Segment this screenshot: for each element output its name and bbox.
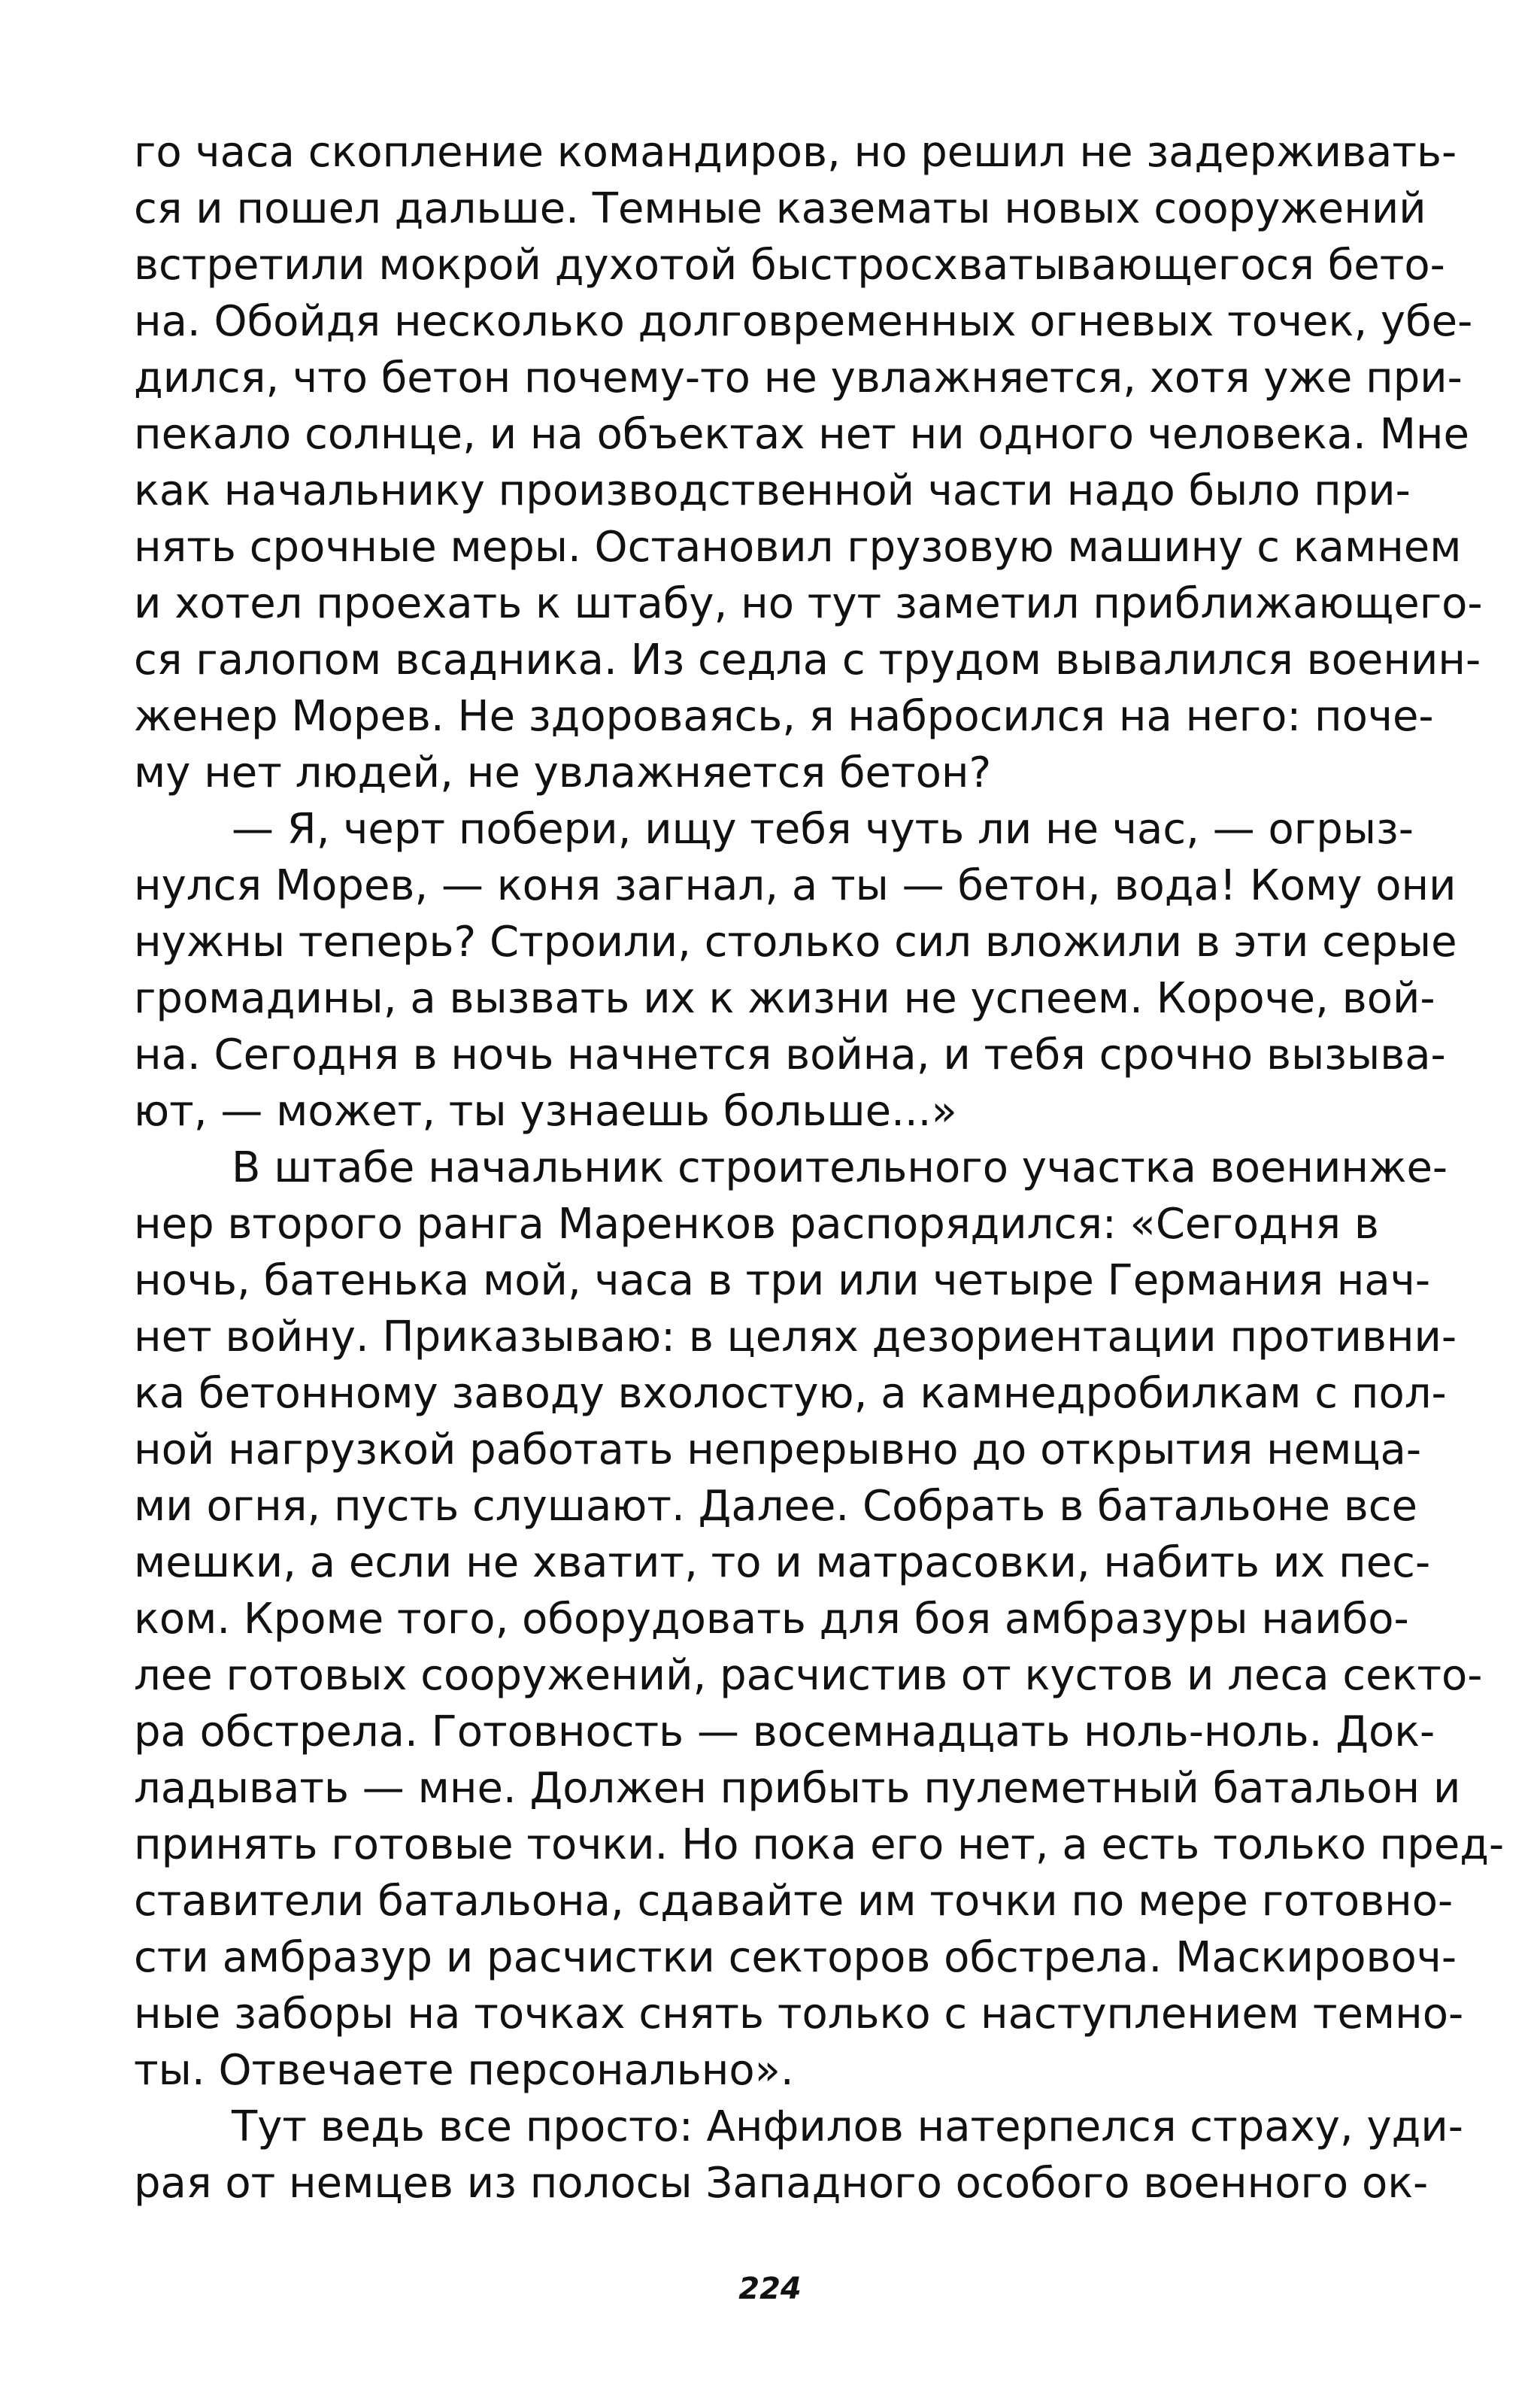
text-line: ты. Отвечаете персонально». — [134, 2046, 794, 2095]
text-line: ми огня, пусть слушают. Далее. Собрать в батальоне все — [134, 1482, 1417, 1531]
text-line: и хотел проехать к штабу, но тут заметил приближающего- — [134, 579, 1483, 628]
text-line: принять готовые точки. Но пока его нет, а есть только пред- — [134, 1820, 1505, 1869]
text-line: дился, что бетон почему-то не увлажняется, хотя уже при- — [134, 354, 1463, 402]
text-line: ной нагрузкой работать непрерывно до открытия немца- — [134, 1425, 1422, 1474]
text-line: му нет людей, не увлажняется бетон? — [134, 748, 992, 797]
text-line: нужны теперь? Строили, столько сил вложили в эти серые — [134, 918, 1457, 967]
text-line: как начальнику производственной части надо было при- — [134, 466, 1411, 515]
text-line: нулся Морев, — коня загнал, а ты — бетон, вода! Кому они — [134, 861, 1457, 910]
text-line: нять срочные меры. Остановил грузовую машину с камнем — [134, 523, 1462, 572]
text-line: сти амбразур и расчистки секторов обстрела. Маскировоч- — [134, 1933, 1457, 1982]
page-body — [134, 124, 1505, 2211]
text-line: мешки, а если не хватит, то и матрасовки, набить их пес- — [134, 1538, 1431, 1587]
text-line: — Я, черт побери, ищу тебя чуть ли не час, — огрыз- — [232, 805, 1414, 854]
text-line: ся и пошел дальше. Темные казематы новых сооружений — [134, 184, 1426, 233]
text-line: на. Сегодня в ночь начнется война, и тебя срочно вызыва- — [134, 1031, 1446, 1079]
text-line: ладывать — мне. Должен прибыть пулеметный батальон и — [134, 1764, 1461, 1813]
text-line: встретили мокрой духотой быстросхватывающегося бето- — [134, 241, 1445, 290]
text-line: ся галопом всадника. Из седла с трудом вывалился военин- — [134, 636, 1481, 684]
text-line: громадины, а вызвать их к жизни не успеем. Короче, вой- — [134, 974, 1435, 1023]
text-line: женер Морев. Не здороваясь, я набросился на него: поче- — [134, 692, 1434, 741]
text-line: В штабе начальник строительного участка военинже- — [232, 1143, 1448, 1192]
text-line: ные заборы на точках снять только с наступлением темно- — [134, 1990, 1464, 2038]
text-line: ка бетонному заводу вхолостую, а камнедробилкам с пол- — [134, 1369, 1447, 1418]
text-line: ра обстрела. Готовность — восемнадцать ноль-ноль. Док- — [134, 1707, 1435, 1756]
text-line: пекало солнце, и на объектах нет ни одного человека. Мне — [134, 410, 1469, 459]
text-line: го часа скопление командиров, но решил не задерживать- — [134, 128, 1457, 177]
text-line: ком. Кроме того, оборудовать для боя амбразуры наибо- — [134, 1595, 1409, 1644]
text-line: ставители батальона, сдавайте им точки по мере готовно- — [134, 1877, 1454, 1926]
text-line: лее готовых сооружений, расчистив от кустов и леса секто- — [134, 1651, 1483, 1700]
text-line: на. Обойдя несколько долговременных огневых точек, убе- — [134, 297, 1473, 346]
text-line: ночь, батенька мой, часа в три или четыре Германия нач- — [134, 1256, 1431, 1305]
text-line: ют, — может, ты узнаешь больше...» — [134, 1087, 957, 1136]
page-number: 224 — [738, 2272, 802, 2306]
text-line: нет войну. Приказываю: в целях дезориентации противни- — [134, 1313, 1457, 1361]
text-line: Тут ведь все просто: Анфилов натерпелся страху, уди- — [232, 2102, 1463, 2151]
text-line: нер второго ранга Маренков распорядился: «Сегодня в — [134, 1200, 1379, 1249]
text-line: рая от немцев из полосы Западного особого военного ок- — [134, 2159, 1429, 2208]
